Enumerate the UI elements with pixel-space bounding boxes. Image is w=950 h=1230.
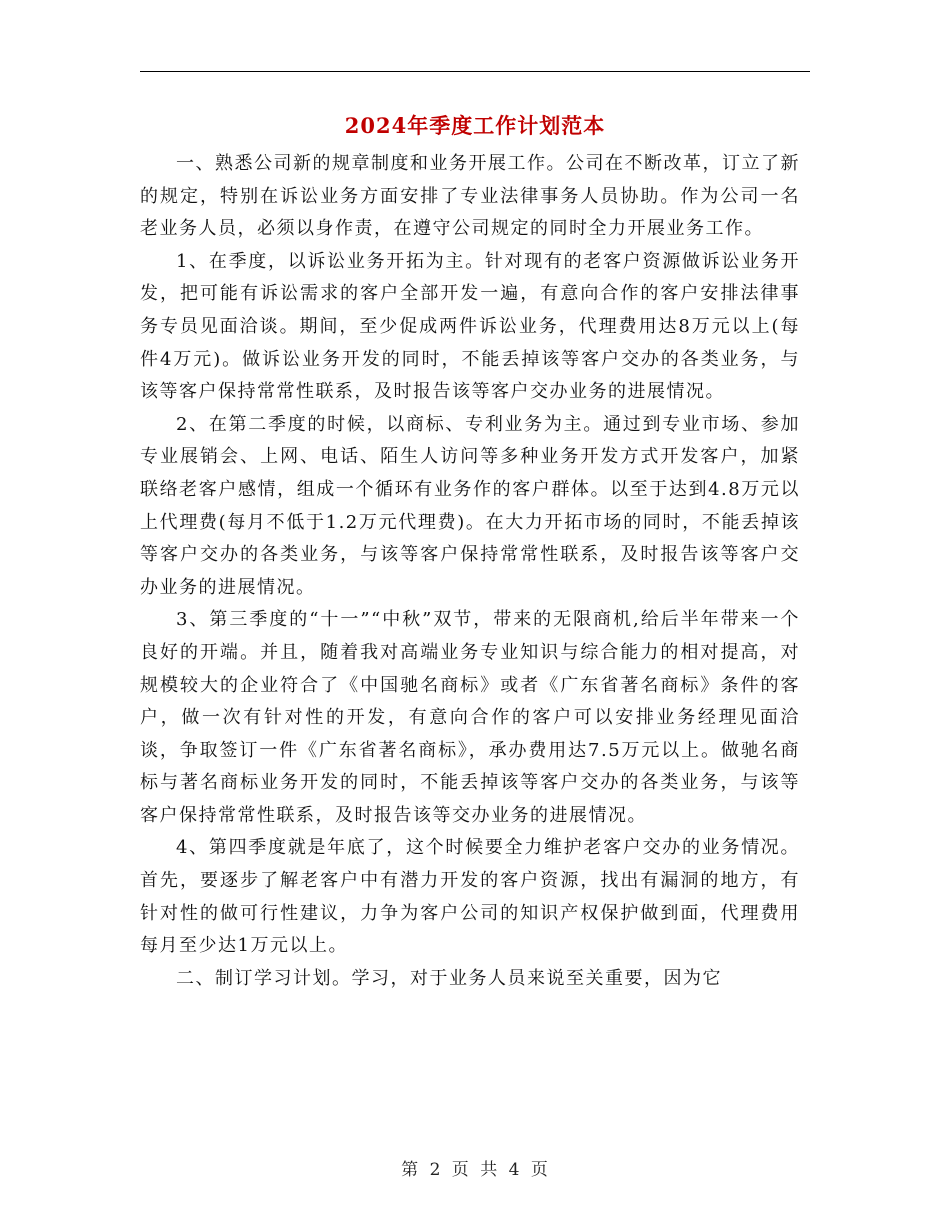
paragraph-q1: 1、在季度，以诉讼业务开拓为主。针对现有的老客户资源做诉讼业务开发，把可能有诉讼需求的客户全部开发一遍，有意向合作的客户安排法律事务专员见面洽谈。期间，至少促成两件诉讼业务，代理费用达8万元以上(每件4万元)。做诉讼业务开发的同时，不能丢掉该等客户交办的各类业务，与该等客户保持常常性联系，及时报告该等客户交办业务的进展情况。 [140, 250, 800, 403]
header-rule [140, 71, 810, 72]
document-body [140, 148, 800, 995]
paragraph-section-2: 二、制订学习计划。学习，对于业务人员来说至关重要，因为它 [176, 967, 722, 989]
page-number-footer: 第 2 页 共 4 页 [401, 1160, 549, 1180]
paragraph-section-1: 一、熟悉公司新的规章制度和业务开展工作。公司在不断改革，订立了新的规定，特别在诉讼业务方面安排了专业法律事务人员协助。作为公司一名老业务人员，必须以身作责，在遵守公司规定的同时全力开展业务工作。 [140, 153, 800, 240]
paragraph-q2: 2、在第二季度的时候，以商标、专利业务为主。通过到专业市场、参加专业展销会、上网、电话、陌生人访问等多种业务开发方式开发客户，加紧联络老客户感情，组成一个循环有业务作的客户群体。以至于达到4.8万元以上代理费(每月不低于1.2万元代理费)。在大力开拓市场的同时，不能丢掉该等客户交办的各类业务，与该等客户保持常常性联系，及时报告该等客户交办业务的进展情况。 [140, 413, 800, 598]
document-title: 2024年季度工作计划范本 [344, 113, 606, 138]
paragraph-q3: 3、第三季度的“十一”“中秋”双节，带来的无限商机,给后半年带来一个良好的开端。并且，随着我对高端业务专业知识与综合能力的相对提高，对规模较大的企业符合了《中国驰名商标》或者《广东省著名商标》条件的客户，做一次有针对性的开发，有意向合作的客户可以安排业务经理见面洽谈，争取签订一件《广东省著名商标》，承办费用达7.5万元以上。做驰名商标与著名商标业务开发的同时，不能丢掉该等客户交办的各类业务，与该等客户保持常常性联系，及时报告该等交办业务的进展情况。 [140, 609, 800, 826]
paragraph-q4: 4、第四季度就是年底了，这个时候要全力维护老客户交办的业务情况。首先，要逐步了解老客户中有潜力开发的客户资源，找出有漏洞的地方，有针对性的做可行性建议，力争为客户公司的知识产权保护做到面，代理费用每月至少达1万元以上。 [140, 837, 800, 957]
